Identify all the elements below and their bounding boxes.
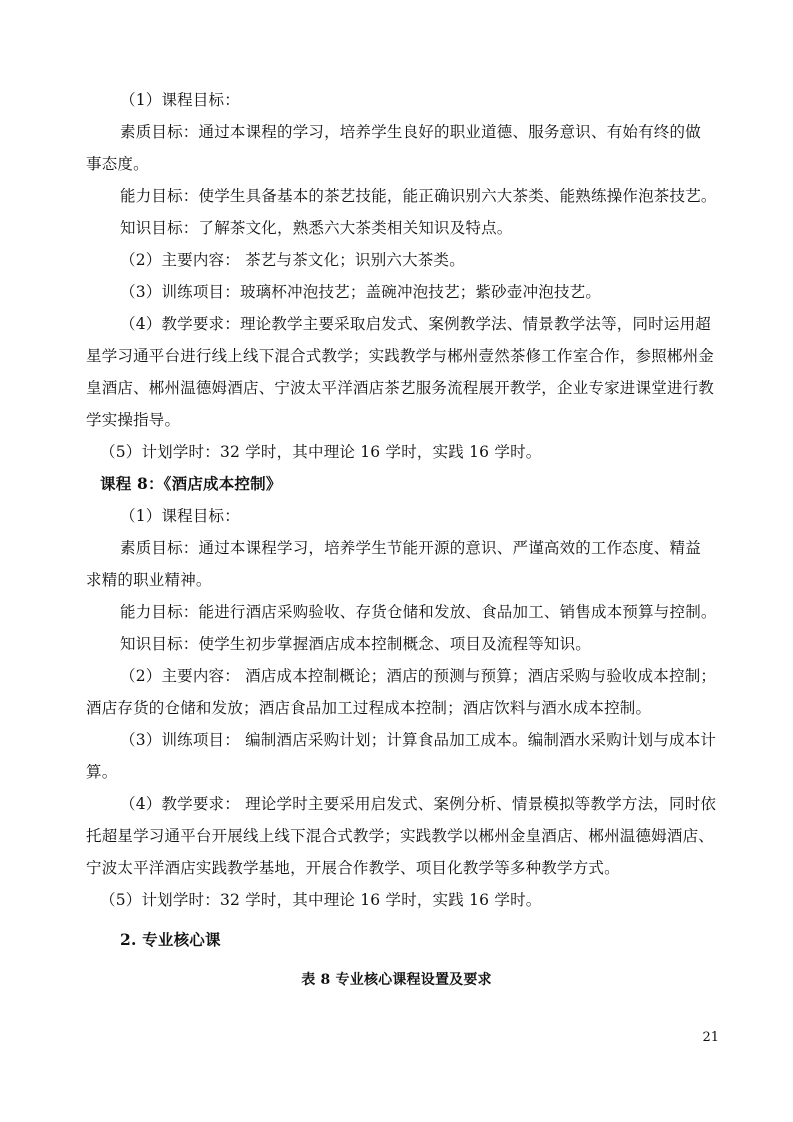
teaching-req-cont-1: 星学习通平台进行线上线下混合式教学；实践教学与郴州壹然茶修工作室合作，参照郴州金 <box>86 347 715 365</box>
ability-goal-line: 能力目标：使学生具备基本的茶艺技能，能正确识别六大茶类、能熟练操作泡茶技艺。 <box>120 187 717 205</box>
course-8-heading: 课程 8：《酒店成本控制》 <box>100 474 282 493</box>
training-items-line: （3）训练项目：玻璃杯冲泡技艺；盖碗冲泡技艺；紫砂壶冲泡技艺。 <box>120 283 602 301</box>
training-items-cont-2: 算。 <box>86 763 118 781</box>
teaching-req-cont-3: 学实操指导。 <box>86 411 181 429</box>
page-number: 21 <box>702 1030 719 1045</box>
main-content-line: （2）主要内容： 茶艺与茶文化；识别六大茶类。 <box>120 251 465 269</box>
planned-hours-line: （5）计划学时：32 学时，其中理论 16 学时，实践 16 学时。 <box>100 443 542 461</box>
training-items-line-2: （3）训练项目： 编制酒店采购计划；计算食品加工成本。编制酒水采购计划与成本计 <box>120 731 717 749</box>
teaching-req-cont-2a: 托超星学习通平台开展线上线下混合式教学；实践教学以郴州金皇酒店、郴州温德姆酒店、 <box>86 827 715 845</box>
quality-goal-cont-2: 求精的职业精神。 <box>86 571 212 589</box>
course-goal-heading-2: （1）课程目标： <box>120 507 240 525</box>
teaching-req-line-2: （4）教学要求： 理论学时主要采用启发式、案例分析、情景模拟等教学方法，同时依 <box>120 795 717 813</box>
main-content-line-2: （2）主要内容： 酒店成本控制概论；酒店的预测与预算；酒店采购与验收成本控制； <box>120 667 717 685</box>
main-content-cont-2: 酒店存货的仓储和发放；酒店食品加工过程成本控制；酒店饮料与酒水成本控制。 <box>86 699 652 717</box>
table-caption: 表 8 专业核心课程设置及要求 <box>301 972 492 988</box>
planned-hours-line-2: （5）计划学时：32 学时，其中理论 16 学时，实践 16 学时。 <box>100 891 542 909</box>
quality-goal-cont: 事态度。 <box>86 155 149 173</box>
teaching-req-line: （4）教学要求：理论教学主要采取启发式、案例教学法、情景教学法等，同时运用超 <box>120 315 711 333</box>
quality-goal-line: 素质目标：通过本课程的学习，培养学生良好的职业道德、服务意识、有始有终的做 <box>120 123 701 141</box>
section-heading: 2. 专业核心课 <box>120 930 221 949</box>
knowledge-goal-line-2: 知识目标：使学生初步掌握酒店成本控制概念、项目及流程等知识。 <box>120 635 592 653</box>
knowledge-goal-line: 知识目标：了解茶文化，熟悉六大茶类相关知识及特点。 <box>120 219 513 237</box>
course-goal-heading: （1）课程目标： <box>120 91 240 109</box>
quality-goal-line-2: 素质目标：通过本课程学习，培养学生节能开源的意识、严谨高效的工作态度、精益 <box>120 539 701 557</box>
ability-goal-line-2: 能力目标：能进行酒店采购验收、存货仓储和发放、食品加工、销售成本预算与控制。 <box>120 603 717 621</box>
teaching-req-cont-2b: 宁波太平洋酒店实践教学基地，开展合作教学、项目化教学等多种教学方式。 <box>86 859 620 877</box>
teaching-req-cont-2: 皇酒店、郴州温德姆酒店、宁波太平洋酒店茶艺服务流程展开教学，企业专家进课堂进行教 <box>86 379 715 397</box>
